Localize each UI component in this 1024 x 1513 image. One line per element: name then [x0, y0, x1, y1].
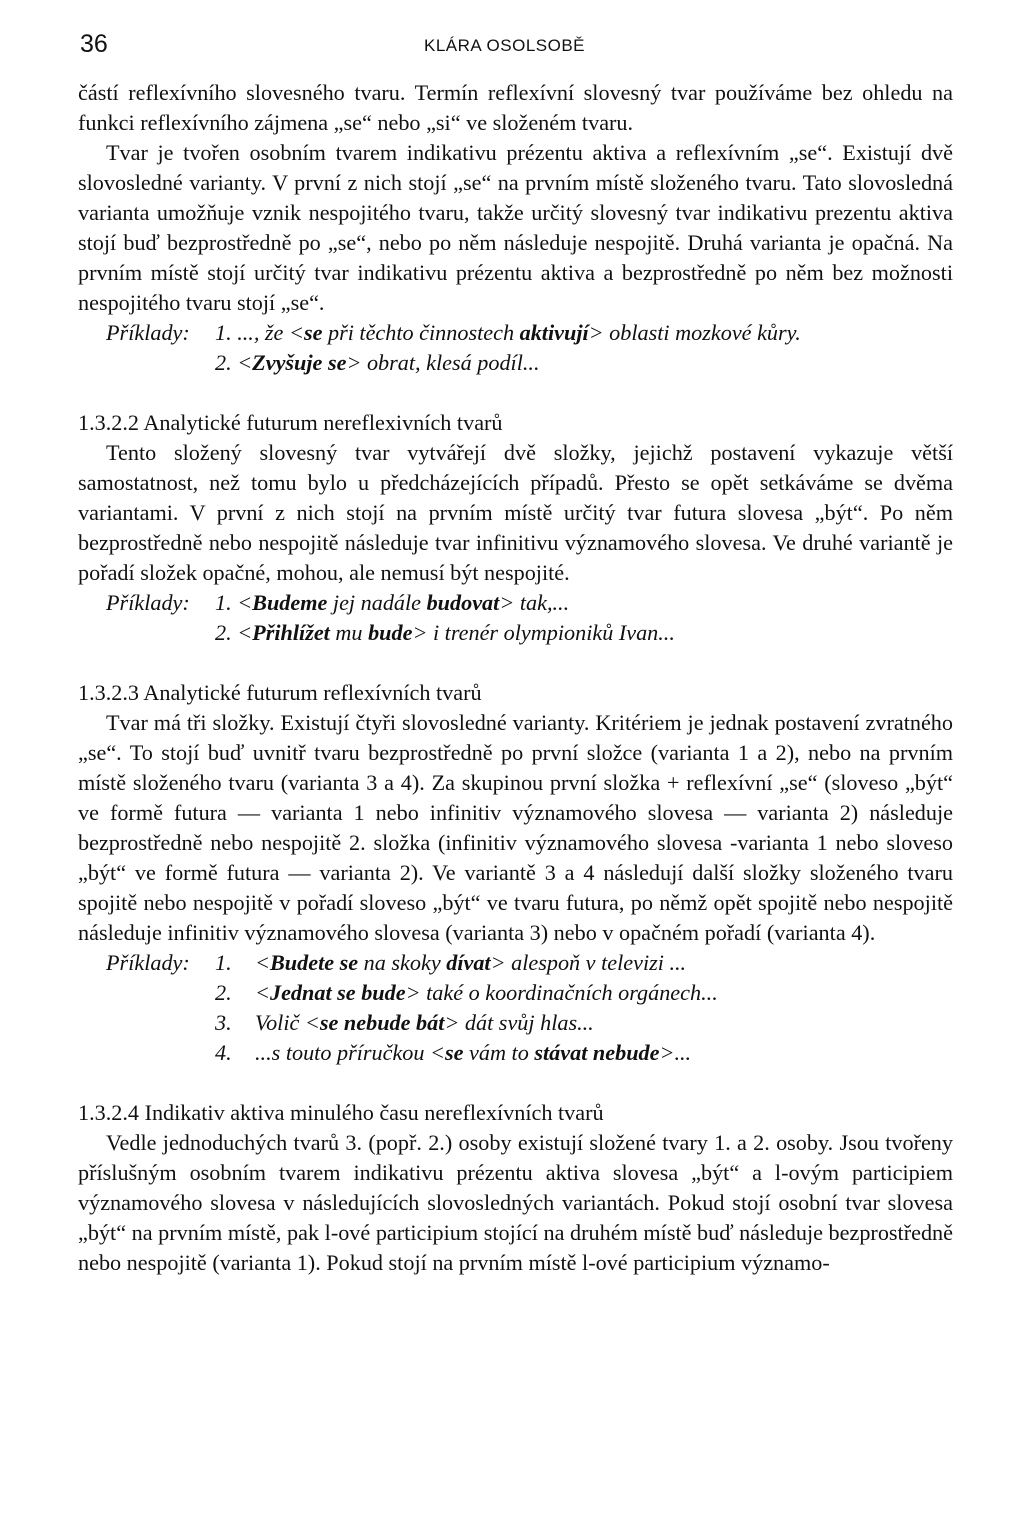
running-head: KLÁRA OSOLSOBĚ	[424, 36, 586, 55]
example-number: 1.	[215, 320, 232, 345]
section-1-3-2-2	[78, 408, 953, 648]
page-header	[78, 30, 953, 70]
example-line	[78, 618, 953, 648]
section-heading: 1.3.2.4 Indikativ aktiva minulého času nereflexívních tvarů	[78, 1100, 604, 1125]
example-line	[78, 348, 953, 378]
examples-label: Příklady:	[106, 320, 190, 345]
example-line	[78, 1008, 953, 1038]
example-text: <Budeme jej nadále budovat> tak,...	[237, 590, 570, 615]
section-examples	[78, 588, 953, 648]
intro-paragraph-1: částí reflexívního slovesného tvaru. Termín reflexívní slovesný tvar používáme bez ohledu na funkci reflexívního zájmena „se“ nebo „si“ ve složeném tvaru.	[78, 80, 953, 135]
examples-label: Příklady:	[106, 590, 190, 615]
intro-paragraph-2: Tvar je tvořen osobním tvarem indikativu prézentu aktiva a reflexívním „se“. Existují dvě slovosledné varianty. V první z nich stojí „se“ na prvním místě složeného tvaru. Tato slovosledná varianta umožňuje vznik nespojitého tvaru, takže určitý slovesný tvar indikativu prezentu aktiva stojí buď bezprostředně po „se“, nebo po něm následuje nespojitě. Druhá varianta je opačná. Na prvním místě stojí určitý tvar indikativu prézentu aktiva a bezprostředně po něm bez možnosti nespojitého tvaru stojí „se“.	[78, 140, 953, 315]
section-heading: 1.3.2.2 Analytické futurum nereflexivních tvarů	[78, 410, 503, 435]
example-text: ...s touto příručkou <se vám to stávat nebude>...	[255, 1040, 692, 1065]
section-examples	[78, 948, 953, 1068]
section-paragraph: Vedle jednoduchých tvarů 3. (popř. 2.) osoby existují složené tvary 1. a 2. osoby. Jsou tvořeny příslušným osobním tvarem indikativu prézentu aktiva slovesa „být“ a l-ovým participiem významového slovesa v následujících slovosledných variantách. Pokud stojí osobní tvar slovesa „být“ na prvním místě, pak l-ové participium stojící na druhém místě buď následuje bezprostředně nebo nespojitě (varianta 1). Pokud stojí na prvním místě l-ové participium významo-	[78, 1130, 953, 1275]
example-line	[78, 318, 953, 348]
page	[78, 30, 953, 1278]
examples-label: Příklady:	[106, 950, 190, 975]
example-line	[78, 588, 953, 618]
section-heading: 1.3.2.3 Analytické futurum reflexívních tvarů	[78, 680, 482, 705]
section-1-3-2-3	[78, 678, 953, 1068]
example-number: 2.	[215, 980, 232, 1005]
page-number: 36	[80, 30, 108, 58]
example-number: 2.	[215, 350, 232, 375]
section-paragraph: Tento složený slovesný tvar vytvářejí dvě složky, jejichž postavení vykazuje větší samostatnost, než tomu bylo u předcházejících případů. Přesto se opět setkáváme se dvěma variantami. V první z nich stojí na prvním místě určitý tvar futura slovesa „být“. Po něm bezprostředně nebo nespojitě následuje tvar infinitivu významového slovesa. Ve druhé variantě je pořadí složek opačné, mohou, ale nemusí být nespojité.	[78, 440, 953, 585]
example-text: <Přihlížet mu bude> i trenér olympioniků Ivan...	[237, 620, 675, 645]
example-line	[78, 1038, 953, 1068]
example-number: 3.	[215, 1010, 232, 1035]
section-paragraph: Tvar má tři složky. Existují čtyři slovosledné varianty. Kritériem je jednak postavení zvratného „se“. To stojí buď uvnitř tvaru bezprostředně po první složce (varianta 1 a 2), nebo na prvním místě složeného tvaru (varianta 3 a 4). Za skupinou první složka + reflexívní „se“ (sloveso „být“ ve formě futura — varianta 1 nebo infinitiv významového slovesa — varianta 2) následuje bezprostředně nebo nespojitě 2. složka (infinitiv významového slovesa -varianta 1 nebo sloveso „být“ ve formě futura — varianta 2). Ve variantě 3 a 4 následují další složky složeného tvaru spojitě nebo nespojitě v pořadí sloveso „být“ ve tvaru futura, po němž opět spojitě nebo nespojitě následuje infinitiv významového slovesa (varianta 3) nebo v opačném pořadí (varianta 4).	[78, 710, 953, 945]
section-1-3-2-4	[78, 1098, 953, 1278]
example-number: 4.	[215, 1040, 232, 1065]
example-text: ..., že <se při těchto činnostech aktivují> oblasti mozkové kůry.	[237, 320, 801, 345]
example-number: 2.	[215, 620, 232, 645]
example-text: <Jednat se bude> také o koordinačních orgánech...	[255, 980, 718, 1005]
intro-examples	[78, 318, 953, 378]
example-number: 1.	[215, 590, 232, 615]
example-line	[78, 948, 953, 978]
example-number: 1.	[215, 950, 232, 975]
example-text: Volič <se nebude bát> dát svůj hlas...	[255, 1010, 594, 1035]
example-text: <Zvyšuje se> obrat, klesá podíl...	[237, 350, 540, 375]
example-line	[78, 978, 953, 1008]
example-text: <Budete se na skoky dívat> alespoň v televizi ...	[255, 950, 687, 975]
